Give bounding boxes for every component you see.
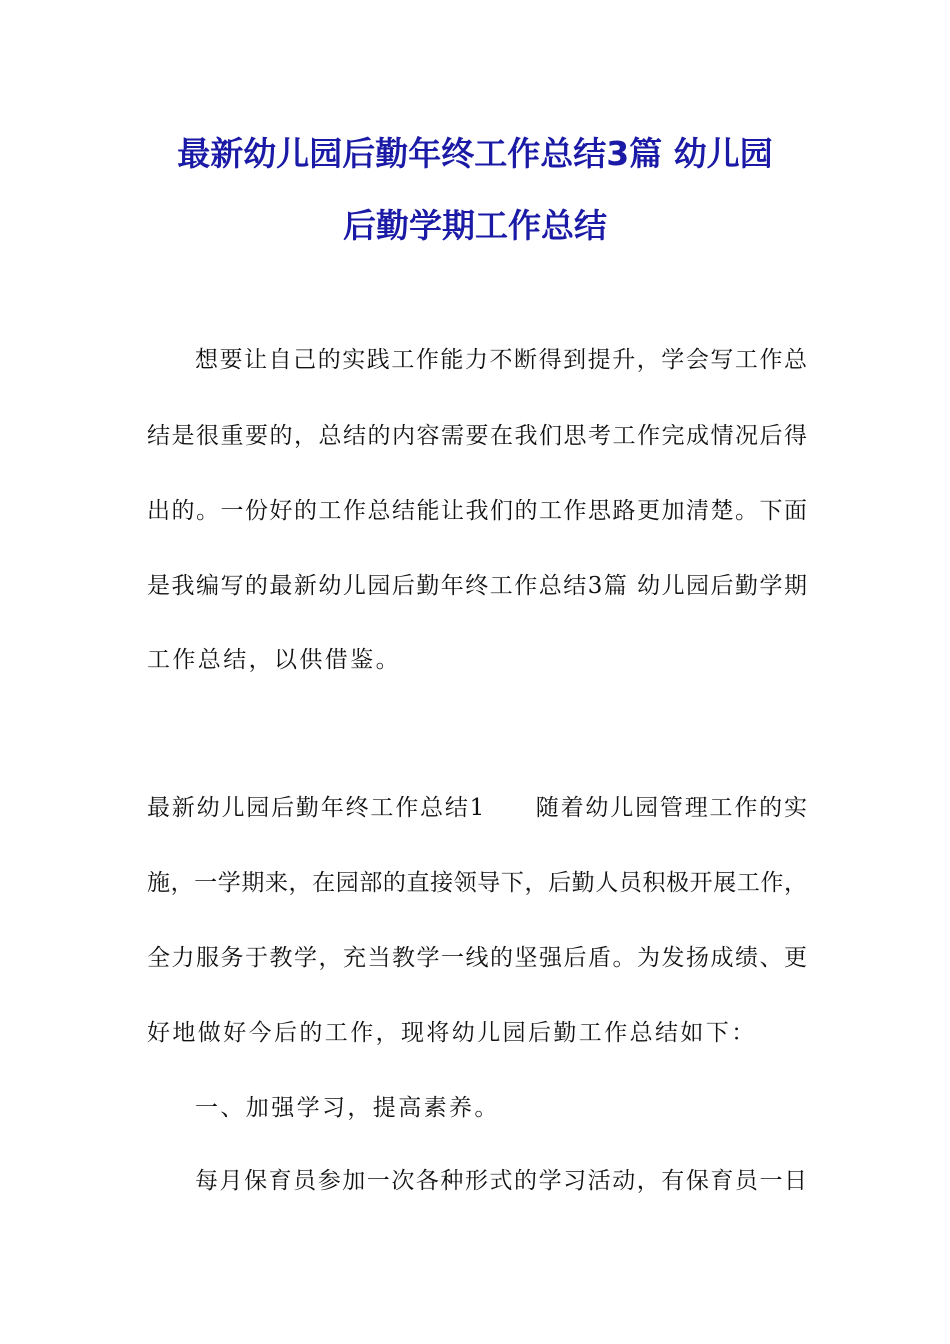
intro-line-1: 想要让自己的实践工作能力不断得到提升，学会写工作总 bbox=[195, 347, 807, 373]
section1-line-1: 最新幼儿园后勤年终工作总结1 随着幼儿园管理工作的实 bbox=[147, 795, 807, 821]
section1-line-4: 好地做好今后的工作，现将幼儿园后勤工作总结如下： bbox=[147, 1020, 757, 1046]
intro-line-5: 工作总结，以供借鉴。 bbox=[147, 647, 401, 673]
section1-line-3: 全力服务于教学，充当教学一线的坚强后盾。为发扬成绩、更 bbox=[147, 945, 807, 971]
section-heading-1: 一、加强学习，提高素养。 bbox=[195, 1095, 500, 1121]
intro-line-2: 结是很重要的，总结的内容需要在我们思考工作完成情况后得 bbox=[147, 423, 807, 449]
section1-line-2: 施，一学期来，在园部的直接领导下，后勤人员积极开展工作， bbox=[147, 870, 807, 896]
document-title-line-2: 后勤学期工作总结 bbox=[343, 206, 607, 245]
intro-line-3: 出的。一份好的工作总结能让我们的工作思路更加清楚。下面 bbox=[147, 498, 807, 524]
document-title-line-1: 最新幼儿园后勤年终工作总结3篇 幼儿园 bbox=[177, 134, 773, 173]
intro-line-4: 是我编写的最新幼儿园后勤年终工作总结3篇 幼儿园后勤学期 bbox=[147, 573, 807, 599]
paragraph-line: 每月保育员参加一次各种形式的学习活动，有保育员一日 bbox=[195, 1168, 807, 1194]
